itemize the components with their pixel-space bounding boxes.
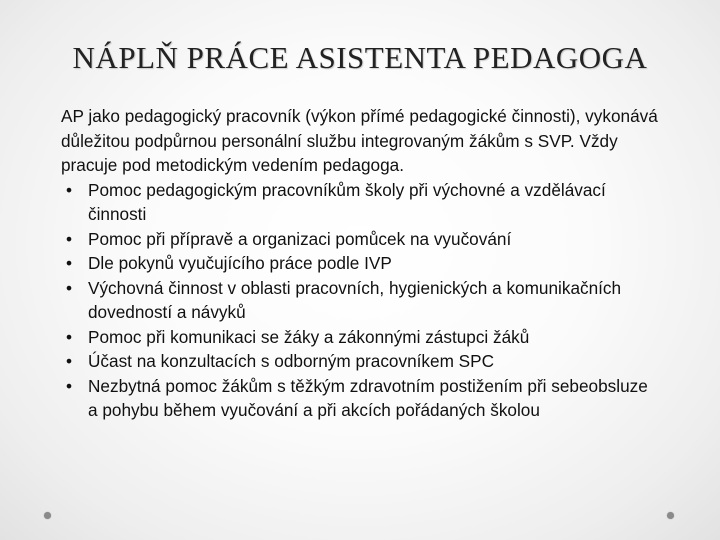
list-item — [61, 251, 661, 276]
bullet-icon: • — [66, 351, 73, 371]
bullet-icon: • — [66, 375, 73, 396]
list-item — [61, 325, 661, 350]
bullet-icon: • — [66, 253, 73, 273]
list-item — [61, 374, 661, 423]
slide-title: NÁPLŇ PRÁCE ASISTENTA PEDAGOGA — [72, 40, 648, 75]
bullet-icon: • — [66, 326, 73, 347]
list-item-text: Nezbytná pomoc žákům s těžkým zdravotním postižením při sebeobsluze a pohybu během vyučování a při akcích pořádaných školou — [88, 375, 648, 420]
list-item-text: Pomoc pedagogickým pracovníkům školy při výchovné a vzdělávací činnosti — [88, 179, 606, 224]
decorative-dot-left — [44, 512, 51, 519]
bullet-list — [61, 178, 661, 423]
bullet-icon: • — [66, 277, 73, 298]
list-item — [61, 227, 661, 252]
list-item-text: Výchovná činnost v oblasti pracovních, hygienických a komunikačních dovedností a návyků — [88, 277, 622, 322]
bullet-icon: • — [66, 228, 73, 249]
bullet-icon: • — [66, 179, 73, 200]
list-item-text: Pomoc při komunikaci se žáky a zákonnými zástupci žáků — [88, 326, 530, 347]
list-item-text: Dle pokynů vyučujícího práce podle IVP — [88, 253, 392, 273]
decorative-dot-right — [667, 512, 674, 519]
list-item — [61, 276, 661, 325]
slide-content — [61, 104, 661, 423]
list-item — [61, 178, 661, 227]
intro-paragraph: AP jako pedagogický pracovník (výkon přímé pedagogické činnosti), vykonává důležitou podpůrnou personální službu integrovaným žákům s SVP. Vždy pracuje pod metodickým vedením pedagoga. — [61, 106, 658, 175]
list-item — [61, 349, 661, 374]
list-item-text: Účast na konzultacích s odborným pracovníkem SPC — [88, 351, 494, 371]
list-item-text: Pomoc při přípravě a organizaci pomůcek na vyučování — [88, 228, 512, 249]
